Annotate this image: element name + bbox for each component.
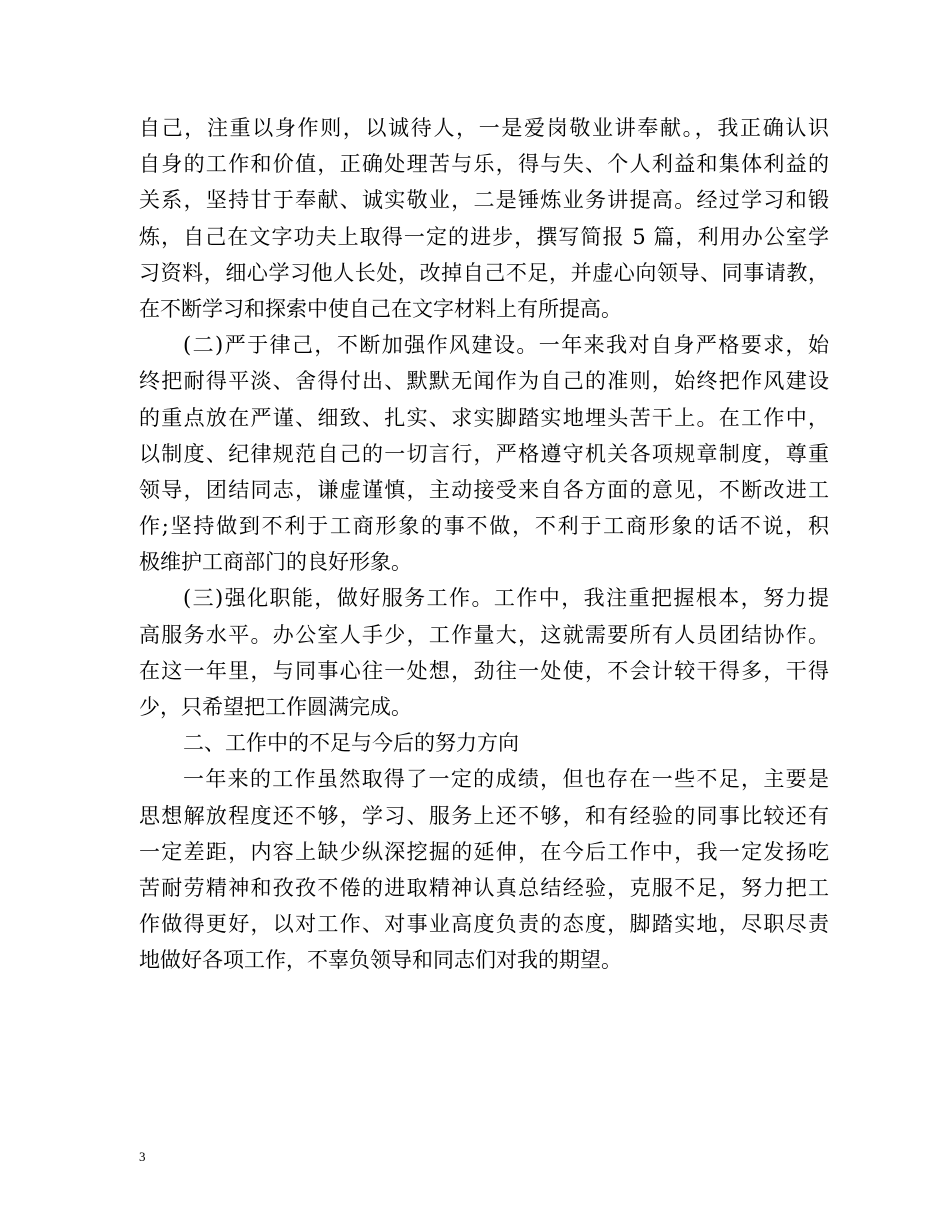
paragraph [139,327,829,580]
text-line: 少，只希望把工作圆满完成。 [139,695,412,719]
text-line: 关系，坚持甘于奉献、诚实敬业，二是锤炼业务讲提高。经过学习和锻 [139,188,829,213]
text-line: 高服务水平。办公室人手少，工作量大，这就需要所有人员团结协作。 [139,622,829,647]
text-line: 二、工作中的不足与今后的努力方向 [183,731,519,756]
text-line: 思想解放程度还不够，学习、服务上还不够，和有经验的同事比较还有 [139,803,829,828]
paragraph [139,580,829,725]
text-line: 极维护工商部门的良好形象。 [139,550,412,575]
text-line: 在这一年里，与同事心往一处想，劲往一处使，不会计较干得多，干得 [139,658,829,683]
text-line: 作;坚持做到不利于工商形象的事不做，不利于工商形象的话不说，积 [139,514,829,539]
text-line: 在不断学习和探索中使自己在文字材料上有所提高。 [139,296,622,321]
text-line: (二)严于律己，不断加强作风建设。一年来我对自身严格要求，始 [183,333,829,358]
text-line: 自身的工作和价值，正确处理苦与乐，得与失、个人利益和集体利益的 [139,152,829,177]
text-line: 习资料，细心学习他人长处，改掉自己不足，并虚心向领导、同事请教， [139,260,829,285]
text-line: 作做得更好，以对工作、对事业高度负责的态度，脚踏实地，尽职尽责 [139,912,829,937]
text-line: 以制度、纪律规范自己的一切言行，严格遵守机关各项规章制度，尊重 [139,441,829,466]
text-line: (三)强化职能，做好服务工作。工作中，我注重把握根本，努力提 [183,586,829,611]
text-line: 的重点放在严谨、细致、扎实、求实脚踏实地埋头苦干上。在工作中， [139,405,829,430]
paragraph [139,110,829,327]
text-line: 一定差距，内容上缺少纵深挖掘的延伸，在今后工作中，我一定发扬吃 [139,839,829,864]
text-line: 地做好各项工作，不辜负领导和同志们对我的期望。 [139,948,622,973]
page-number: 3 [139,1149,146,1164]
document-body [139,110,829,979]
text-line: 一年来的工作虽然取得了一定的成绩，但也存在一些不足，主要是 [183,767,829,792]
text-line: 领导，团结同志，谦虚谨慎，主动接受来自各方面的意见，不断改进工 [139,477,829,502]
text-line: 苦耐劳精神和孜孜不倦的进取精神认真总结经验，克服不足，努力把工 [139,875,829,900]
paragraph [139,761,829,978]
text-line: 炼，自己在文字功夫上取得一定的进步，撰写简报 5 篇，利用办公室学 [139,224,829,249]
paragraph [139,725,829,761]
text-line: 自己，注重以身作则，以诚待人，一是爱岗敬业讲奉献。，我正确认识 [139,116,829,140]
text-line: 终把耐得平淡、舍得付出、默默无闻作为自己的准则，始终把作风建设 [139,369,829,394]
